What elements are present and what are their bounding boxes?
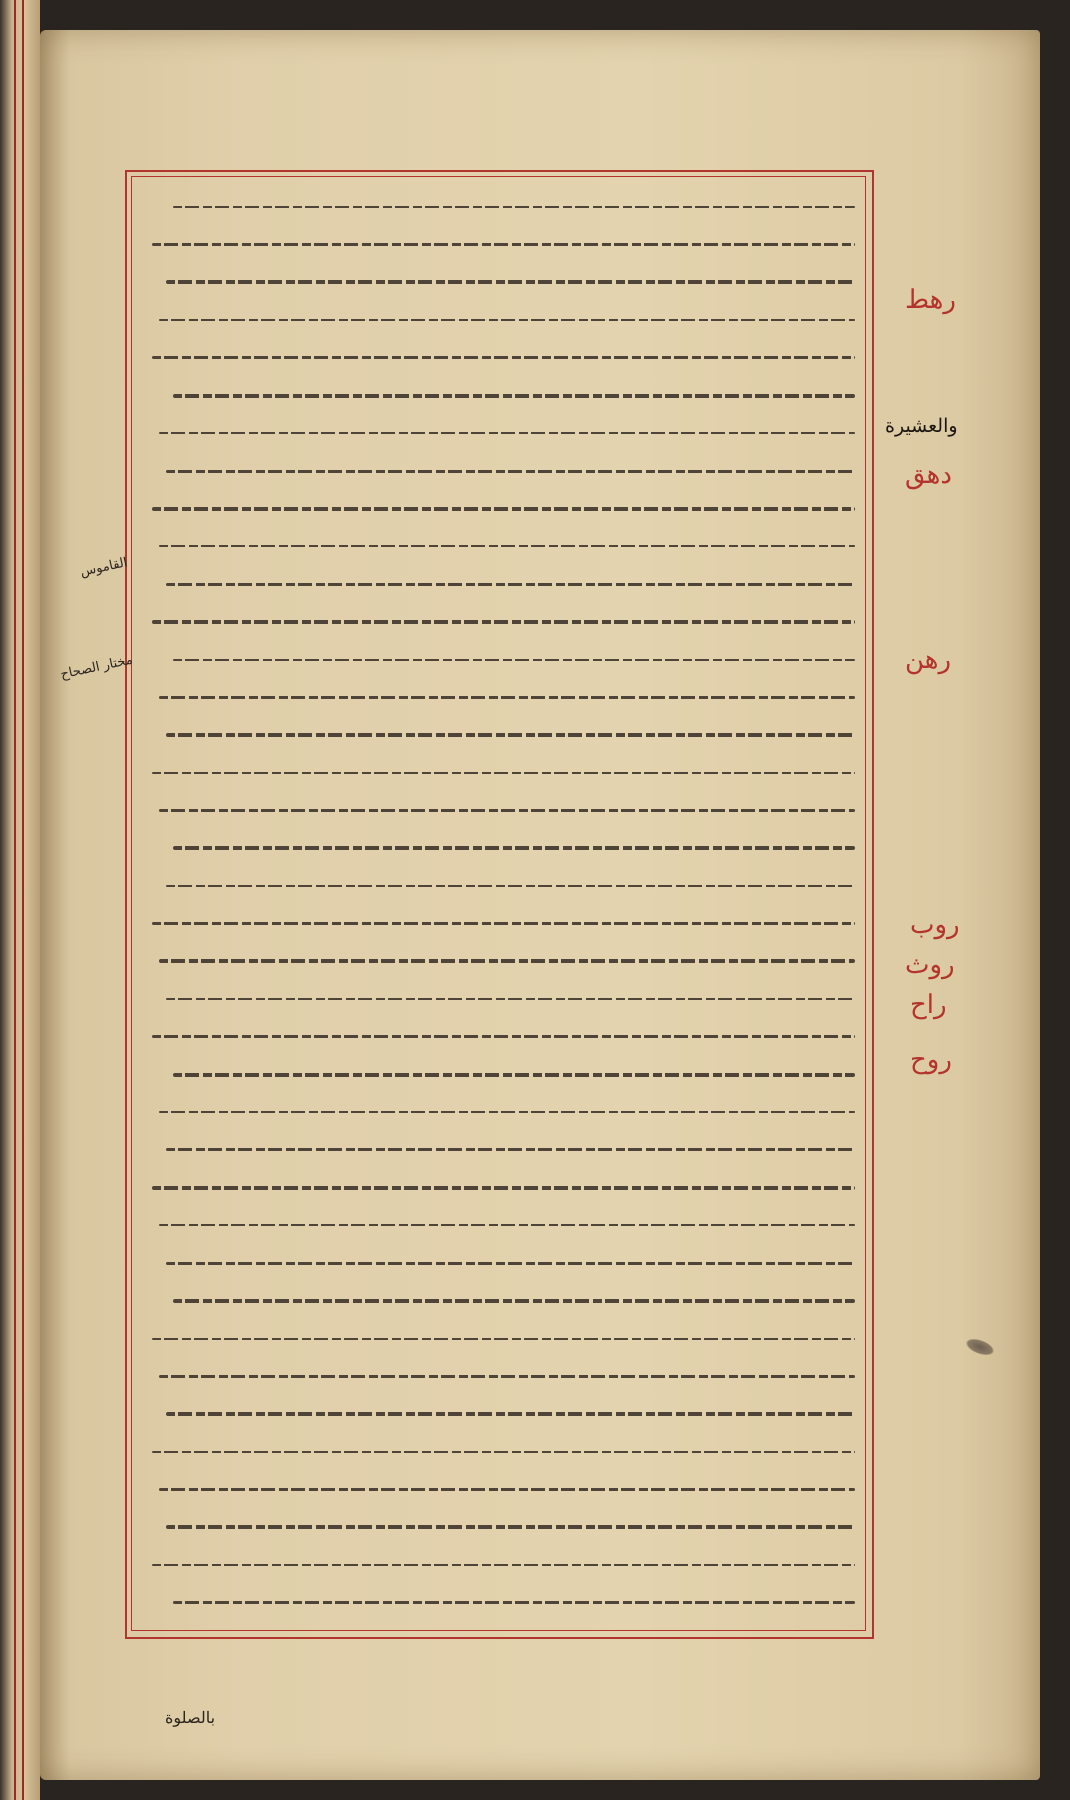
manuscript-text-line xyxy=(145,944,855,978)
manuscript-text-line xyxy=(145,341,855,375)
manuscript-text-line xyxy=(145,228,855,262)
handwritten-ink-stroke xyxy=(173,659,855,661)
manuscript-text-line xyxy=(145,529,855,563)
manuscript-text-line xyxy=(145,1246,855,1280)
handwritten-ink-stroke xyxy=(152,1035,855,1038)
handwritten-ink-stroke xyxy=(152,1564,855,1566)
manuscript-text-line xyxy=(145,794,855,828)
handwritten-ink-stroke xyxy=(152,243,855,246)
handwritten-ink-stroke xyxy=(159,1111,855,1113)
handwritten-ink-stroke xyxy=(166,1525,855,1529)
handwritten-ink-stroke xyxy=(159,959,855,963)
handwritten-ink-stroke xyxy=(152,507,855,511)
handwritten-ink-stroke xyxy=(159,432,855,434)
manuscript-text-line xyxy=(145,1171,855,1205)
handwritten-ink-stroke xyxy=(152,772,855,774)
margin-headword: راح xyxy=(910,990,947,1020)
handwritten-ink-stroke xyxy=(173,1299,855,1303)
handwritten-ink-stroke xyxy=(152,620,855,624)
manuscript-text-line xyxy=(145,831,855,865)
handwritten-ink-stroke xyxy=(152,1338,855,1340)
manuscript-text-line xyxy=(145,756,855,790)
manuscript-text-line xyxy=(145,1472,855,1506)
manuscript-text-line xyxy=(145,1058,855,1092)
handwritten-ink-stroke xyxy=(166,885,855,887)
handwritten-ink-stroke xyxy=(173,394,855,398)
handwritten-ink-stroke xyxy=(159,696,855,699)
margin-headword: روث xyxy=(905,950,955,980)
manuscript-text-line xyxy=(145,303,855,337)
margin-headword: روب xyxy=(910,910,960,940)
margin-headword: رهن xyxy=(905,645,952,675)
handwritten-ink-stroke xyxy=(159,1224,855,1226)
manuscript-text-line xyxy=(145,492,855,526)
manuscript-text-line xyxy=(145,1548,855,1582)
manuscript-text-line xyxy=(145,907,855,941)
handwritten-ink-stroke xyxy=(173,1601,855,1604)
previous-page-edge xyxy=(0,0,40,1800)
manuscript-text-line xyxy=(145,1095,855,1129)
handwritten-ink-stroke xyxy=(152,1186,855,1190)
manuscript-text-line xyxy=(145,1359,855,1393)
manuscript-text-line xyxy=(145,680,855,714)
manuscript-text-line xyxy=(145,265,855,299)
main-text-block xyxy=(145,190,855,1620)
handwritten-ink-stroke xyxy=(166,998,855,1000)
handwritten-ink-stroke xyxy=(152,356,855,359)
handwritten-ink-stroke xyxy=(166,1262,855,1265)
handwritten-ink-stroke xyxy=(166,280,855,284)
manuscript-text-line xyxy=(145,982,855,1016)
manuscript-text-line xyxy=(145,1284,855,1318)
manuscript-text-line xyxy=(145,1322,855,1356)
manuscript-text-line xyxy=(145,1397,855,1431)
margin-headword: روح xyxy=(910,1045,952,1075)
handwritten-ink-stroke xyxy=(166,470,855,473)
previous-page-rule xyxy=(22,0,24,1800)
handwritten-ink-stroke xyxy=(159,319,855,321)
manuscript-text-line xyxy=(145,567,855,601)
margin-headword: رهط xyxy=(905,285,956,315)
manuscript-text-line xyxy=(145,1208,855,1242)
manuscript-text-line xyxy=(145,869,855,903)
handwritten-ink-stroke xyxy=(166,1412,855,1416)
handwritten-ink-stroke xyxy=(152,922,855,925)
margin-gloss: مختار الصحاح xyxy=(59,652,135,683)
manuscript-text-line xyxy=(145,1586,855,1620)
handwritten-ink-stroke xyxy=(166,583,855,586)
manuscript-text-line xyxy=(145,379,855,413)
manuscript-text-line xyxy=(145,1510,855,1544)
handwritten-ink-stroke xyxy=(173,1073,855,1077)
manuscript-text-line xyxy=(145,190,855,224)
handwritten-ink-stroke xyxy=(152,1451,855,1453)
manuscript-text-line xyxy=(145,1020,855,1054)
previous-page-rule xyxy=(14,0,16,1800)
manuscript-text-line xyxy=(145,605,855,639)
manuscript-text-line xyxy=(145,1435,855,1469)
handwritten-ink-stroke xyxy=(159,1375,855,1378)
manuscript-text-line xyxy=(145,1133,855,1167)
catchword: بالصلوة xyxy=(165,1708,216,1727)
manuscript-text-line xyxy=(145,643,855,677)
margin-gloss: القاموس xyxy=(78,555,129,580)
handwritten-ink-stroke xyxy=(159,545,855,547)
margin-headword: والعشيرة xyxy=(885,415,958,437)
handwritten-ink-stroke xyxy=(166,733,855,737)
manuscript-text-line xyxy=(145,454,855,488)
manuscript-text-line xyxy=(145,718,855,752)
handwritten-ink-stroke xyxy=(173,846,855,850)
handwritten-ink-stroke xyxy=(166,1148,855,1151)
handwritten-ink-stroke xyxy=(159,809,855,812)
margin-headword: دهق xyxy=(905,460,952,490)
manuscript-text-line xyxy=(145,416,855,450)
handwritten-ink-stroke xyxy=(173,206,855,208)
handwritten-ink-stroke xyxy=(159,1488,855,1491)
